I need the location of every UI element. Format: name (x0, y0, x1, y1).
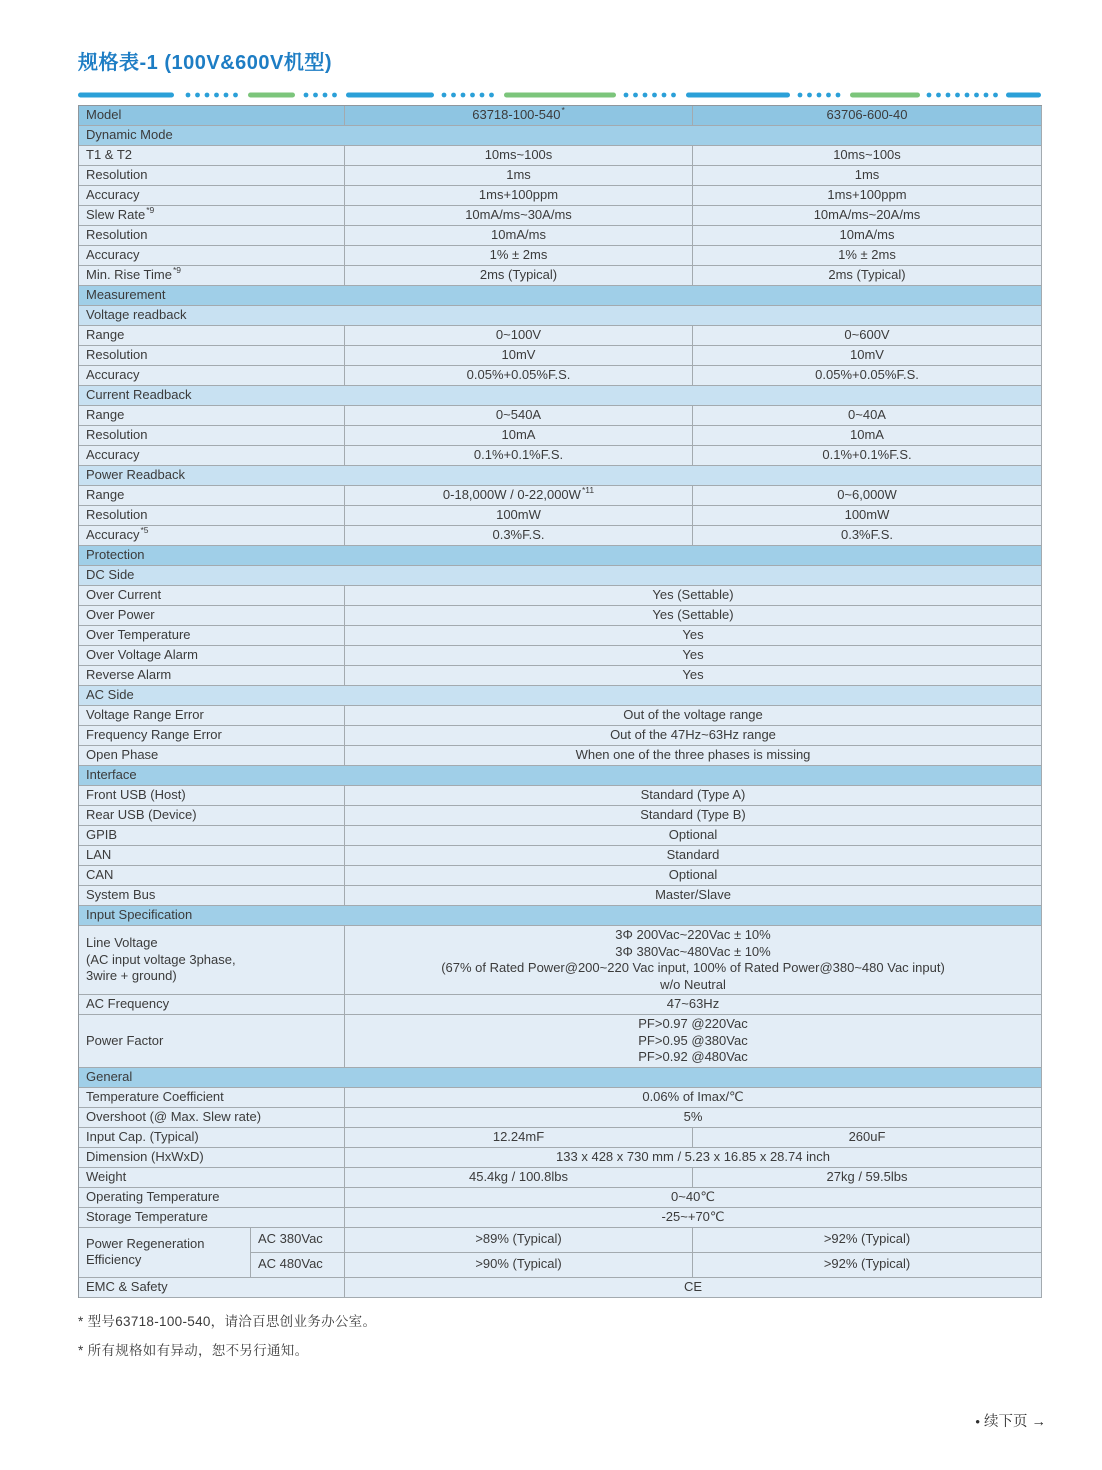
row-label: Slew Rate$^{*9}$ (79, 206, 345, 226)
table-row (79, 746, 1042, 766)
table-row (79, 1168, 1042, 1188)
table-row (79, 186, 1042, 206)
value-merged: 47~63Hz (345, 995, 1042, 1015)
value-model2: 10mV (693, 346, 1042, 366)
footnotes (78, 1310, 376, 1368)
subheader-row (79, 386, 1042, 406)
table-row (79, 1208, 1042, 1228)
row-label: Accuracy (79, 366, 345, 386)
footnote: * 所有规格如有异动，恕不另行通知。 (78, 1343, 309, 1358)
value-model2: 0~6,000W (693, 486, 1042, 506)
value-model2: 0.1%+0.1%F.S. (693, 446, 1042, 466)
footnote: * 型号63718-100-540，请洽百思创业务办公室。 (78, 1314, 377, 1329)
row-label: Line Voltage (AC input voltage 3phase, 3wire + ground) (79, 926, 345, 995)
section-header-row (79, 286, 1042, 306)
value-model2: >92% (Typical) (693, 1228, 1042, 1253)
value-model2: 0~600V (693, 326, 1042, 346)
row-label: Front USB (Host) (79, 786, 345, 806)
table-row (79, 486, 1042, 506)
table-row (79, 206, 1042, 226)
row-label: Range (79, 486, 345, 506)
subheader-row (79, 466, 1042, 486)
value-merged: Yes (345, 646, 1042, 666)
section-header-row (79, 546, 1042, 566)
value-model2: 2ms (Typical) (693, 266, 1042, 286)
table-row (79, 1108, 1042, 1128)
value-model1: $0-18,000W / 0-22,000W^{*11}$ (345, 486, 693, 506)
table-row (79, 446, 1042, 466)
row-label: LAN (79, 846, 345, 866)
continue-text: 续下页 (983, 1414, 1028, 1430)
row-label: Open Phase (79, 746, 345, 766)
row-label: AC Frequency (79, 995, 345, 1015)
value-merged: 0~40℃ (345, 1188, 1042, 1208)
table-row (79, 606, 1042, 626)
value-model2: 10mA/ms~20A/ms (693, 206, 1042, 226)
row-label: Resolution (79, 166, 345, 186)
section-label: AC Side (79, 686, 1042, 706)
row-label: Weight (79, 1168, 345, 1188)
value-model2: 0~40A (693, 406, 1042, 426)
section-label: Input Specification (79, 906, 1042, 926)
table-row (79, 706, 1042, 726)
value-model2: 100mW (693, 506, 1042, 526)
row-label: Input Cap. (Typical) (79, 1128, 345, 1148)
value-model2: 27kg / 59.5lbs (693, 1168, 1042, 1188)
row-label: T1 & T2 (79, 146, 345, 166)
value-model1: 2ms (Typical) (345, 266, 693, 286)
table-row (79, 886, 1042, 906)
section-label: DC Side (79, 566, 1042, 586)
value-merged: Master/Slave (345, 886, 1042, 906)
row-label: Overshoot (@ Max. Slew rate) (79, 1108, 345, 1128)
table-row (79, 866, 1042, 886)
value-merged: Optional (345, 866, 1042, 886)
table-row (79, 1128, 1042, 1148)
value-model1: 0.05%+0.05%F.S. (345, 366, 693, 386)
table-row (79, 266, 1042, 286)
value-model2: 10mA (693, 426, 1042, 446)
value-merged: Optional (345, 826, 1042, 846)
bullet-icon: • (975, 1414, 980, 1429)
value-model1: 1ms (345, 166, 693, 186)
value-model2: 10mA/ms (693, 226, 1042, 246)
value-model2: >92% (Typical) (693, 1253, 1042, 1278)
value-merged: 3Φ 200Vac~220Vac ± 10% 3Φ 380Vac~480Vac ± 10% (67% of Rated Power@200~220 Vac input, 100% of Rated Power@380~480 Vac input) w/o Neutral (345, 926, 1042, 995)
value-merged: CE (345, 1278, 1042, 1298)
value-model1: 10mA (345, 426, 693, 446)
table-row (79, 726, 1042, 746)
value-merged: 133 x 428 x 730 mm / 5.23 x 16.85 x 28.74 inch (345, 1148, 1042, 1168)
section-header-row (79, 906, 1042, 926)
table-row (79, 846, 1042, 866)
value-model1: 1% ± 2ms (345, 246, 693, 266)
value-merged: 5% (345, 1108, 1042, 1128)
value-model2: 0.05%+0.05%F.S. (693, 366, 1042, 386)
spec-table (78, 105, 1042, 1298)
table-row (79, 586, 1042, 606)
section-label: Power Readback (79, 466, 1042, 486)
value-model2: 1% ± 2ms (693, 246, 1042, 266)
table-row (79, 106, 1042, 126)
table-row (79, 1188, 1042, 1208)
table-row (79, 326, 1042, 346)
row-label: System Bus (79, 886, 345, 906)
row-label: Resolution (79, 346, 345, 366)
section-label: General (79, 1068, 1042, 1088)
row-label: Voltage Range Error (79, 706, 345, 726)
value-merged: When one of the three phases is missing (345, 746, 1042, 766)
row-label: Accuracy (79, 246, 345, 266)
table-row (79, 426, 1042, 446)
table-row (79, 166, 1042, 186)
row-label: Over Current (79, 586, 345, 606)
value-model2: 260uF (693, 1128, 1042, 1148)
value-model2: 1ms+100ppm (693, 186, 1042, 206)
value-model1: 10ms~100s (345, 146, 693, 166)
value-model2: 1ms (693, 166, 1042, 186)
table-row (79, 1088, 1042, 1108)
value-merged: Yes (Settable) (345, 606, 1042, 626)
value-model1: 0.1%+0.1%F.S. (345, 446, 693, 466)
value-model1: >89% (Typical) (345, 1228, 693, 1253)
table-row (79, 806, 1042, 826)
regen-subrows (251, 1228, 1042, 1278)
row-label: Dimension (HxWxD) (79, 1148, 345, 1168)
row-label: Storage Temperature (79, 1208, 345, 1228)
row-label: Operating Temperature (79, 1188, 345, 1208)
row-label: GPIB (79, 826, 345, 846)
value-model1: 1ms+100ppm (345, 186, 693, 206)
subheader-row (79, 686, 1042, 706)
row-label: Min. Rise Time$^{*9}$ (79, 266, 345, 286)
arrow-right-icon: → (1031, 1414, 1045, 1430)
regen-sublabel: AC 480Vac (251, 1253, 345, 1278)
value-merged: -25~+70℃ (345, 1208, 1042, 1228)
regen-sublabel: AC 380Vac (251, 1228, 345, 1253)
table-row (79, 926, 1042, 995)
value-model2: 0.3%F.S. (693, 526, 1042, 546)
value-model1: 0.3%F.S. (345, 526, 693, 546)
table-row (79, 246, 1042, 266)
table-row (79, 1148, 1042, 1168)
row-label: Power Regeneration Efficiency (79, 1228, 251, 1278)
row-label: Resolution (79, 506, 345, 526)
table-row (79, 346, 1042, 366)
subheader-row (79, 566, 1042, 586)
value-model1: >90% (Typical) (345, 1253, 693, 1278)
row-label: Frequency Range Error (79, 726, 345, 746)
value-model2: 10ms~100s (693, 146, 1042, 166)
table-row (251, 1253, 1042, 1278)
section-label: Voltage readback (79, 306, 1042, 326)
value-merged: PF>0.97 @220Vac PF>0.95 @380Vac PF>0.92 @480Vac (345, 1015, 1042, 1068)
value-model1: 12.24mF (345, 1128, 693, 1148)
value-merged: 0.06% of Imax/℃ (345, 1088, 1042, 1108)
value-model1: 0~540A (345, 406, 693, 426)
row-label: Model (79, 106, 345, 126)
row-label: Range (79, 326, 345, 346)
value-model1: 63718-100-540* (345, 106, 693, 126)
row-label: CAN (79, 866, 345, 886)
row-label: Resolution (79, 226, 345, 246)
section-label: Interface (79, 766, 1042, 786)
row-label: Accuracy (79, 446, 345, 466)
value-model1: 45.4kg / 100.8lbs (345, 1168, 693, 1188)
row-label: Reverse Alarm (79, 666, 345, 686)
row-label: Accuracy (79, 186, 345, 206)
table-row (79, 526, 1042, 546)
row-label: Range (79, 406, 345, 426)
section-header-row (79, 1068, 1042, 1088)
table-row (79, 146, 1042, 166)
table-row (79, 666, 1042, 686)
decor-line-graphic (78, 92, 1041, 98)
row-label: Rear USB (Device) (79, 806, 345, 826)
subheader-row (79, 306, 1042, 326)
value-model1: 100mW (345, 506, 693, 526)
table-row (79, 1015, 1042, 1068)
section-label: Dynamic Mode (79, 126, 1042, 146)
value-model1: 10mA/ms~30A/ms (345, 206, 693, 226)
value-model2: 63706-600-40 (693, 106, 1042, 126)
value-merged: Out of the 47Hz~63Hz range (345, 726, 1042, 746)
table-row (79, 646, 1042, 666)
table-row (251, 1228, 1042, 1253)
section-label: Protection (79, 546, 1042, 566)
table-row (79, 226, 1042, 246)
value-merged: Standard (Type A) (345, 786, 1042, 806)
row-label: Resolution (79, 426, 345, 446)
table-row (79, 1228, 1042, 1278)
value-merged: Out of the voltage range (345, 706, 1042, 726)
value-model1: 10mA/ms (345, 226, 693, 246)
row-label: Over Voltage Alarm (79, 646, 345, 666)
section-header-row (79, 766, 1042, 786)
table-row (79, 626, 1042, 646)
table-row (79, 826, 1042, 846)
continue-note (975, 1410, 1045, 1431)
table-row (79, 995, 1042, 1015)
section-label: Measurement (79, 286, 1042, 306)
table-row (79, 366, 1042, 386)
decor-line (78, 85, 1041, 103)
row-label: Accuracy$^{*5}$ (79, 526, 345, 546)
value-model1: 10mV (345, 346, 693, 366)
table-row (79, 506, 1042, 526)
value-merged: Yes (345, 626, 1042, 646)
row-label: Over Temperature (79, 626, 345, 646)
table-row (79, 406, 1042, 426)
value-merged: Standard (345, 846, 1042, 866)
row-label: Power Factor (79, 1015, 345, 1068)
value-merged: Yes (Settable) (345, 586, 1042, 606)
value-model1: 0~100V (345, 326, 693, 346)
table-row (79, 786, 1042, 806)
row-label: EMC & Safety (79, 1278, 345, 1298)
table-row (79, 1278, 1042, 1298)
row-label: Over Power (79, 606, 345, 626)
value-merged: Standard (Type B) (345, 806, 1042, 826)
row-label: Temperature Coefficient (79, 1088, 345, 1108)
page-title: 规格表-1 (100V&600V机型) (78, 52, 333, 74)
section-label: Current Readback (79, 386, 1042, 406)
section-header-row (79, 126, 1042, 146)
value-merged: Yes (345, 666, 1042, 686)
